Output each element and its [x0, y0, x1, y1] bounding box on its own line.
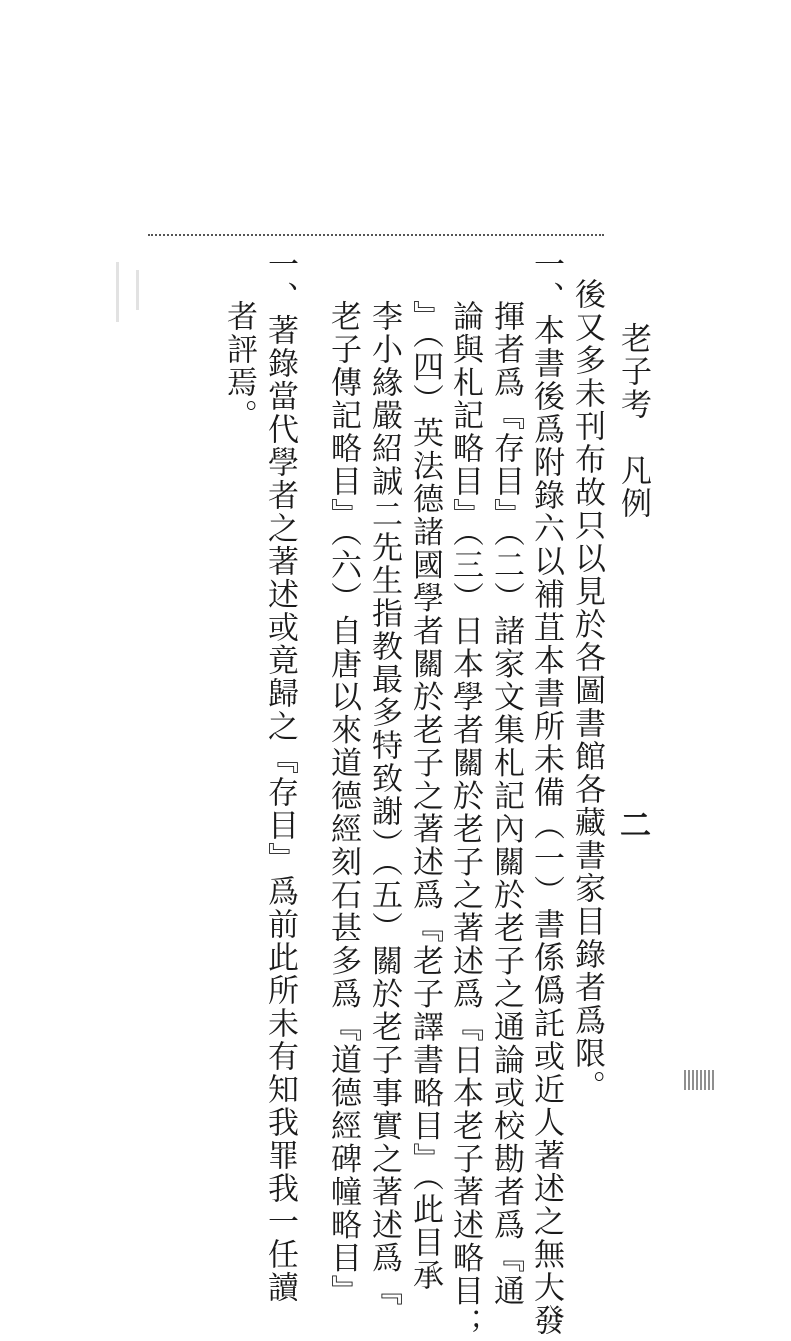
- text-column-7: 老子傳記略目』（六）自唐以來道德經刻石甚多爲『道德經碑幢略目』: [325, 300, 361, 1308]
- running-title: 老子考 凡例: [615, 322, 651, 520]
- header-rule: [148, 234, 604, 236]
- scan-smudge: [136, 270, 139, 310]
- page-number: 二: [620, 808, 651, 844]
- text-column-6: 李小緣嚴紹誠二先生指教最多特致謝）（五）關於老子事實之著述爲『: [366, 300, 402, 1308]
- text-column-2: 一、本書後爲附錄六以補苴本書所未備（一）書係僞託或近人著述之無大發: [528, 248, 564, 1337]
- scan-corner-mark: [684, 1070, 714, 1090]
- text-column-9: 者評焉。: [221, 300, 257, 432]
- scan-smudge: [116, 262, 119, 322]
- text-column-4: 論與札記略目』（三）日本學者關於老子之著述爲『日本老子著述略目；: [447, 300, 483, 1341]
- text-column-5: 』（四）英法德諸國學者關於老子之著述爲『老子譯書略目』（此目承: [407, 300, 443, 1292]
- text-column-3: 揮者爲『存目』（二）諸家文集札記內關於老子之通論或校勘者爲『通: [488, 300, 524, 1308]
- text-column-8: 一、著錄當代學者之著述或竟歸之『存目』爲前此所未有知我罪我一任讀: [262, 248, 298, 1304]
- text-column-1: 後又多未刊布故只以見於各圖書館各藏書家目錄者爲限。: [569, 278, 605, 1103]
